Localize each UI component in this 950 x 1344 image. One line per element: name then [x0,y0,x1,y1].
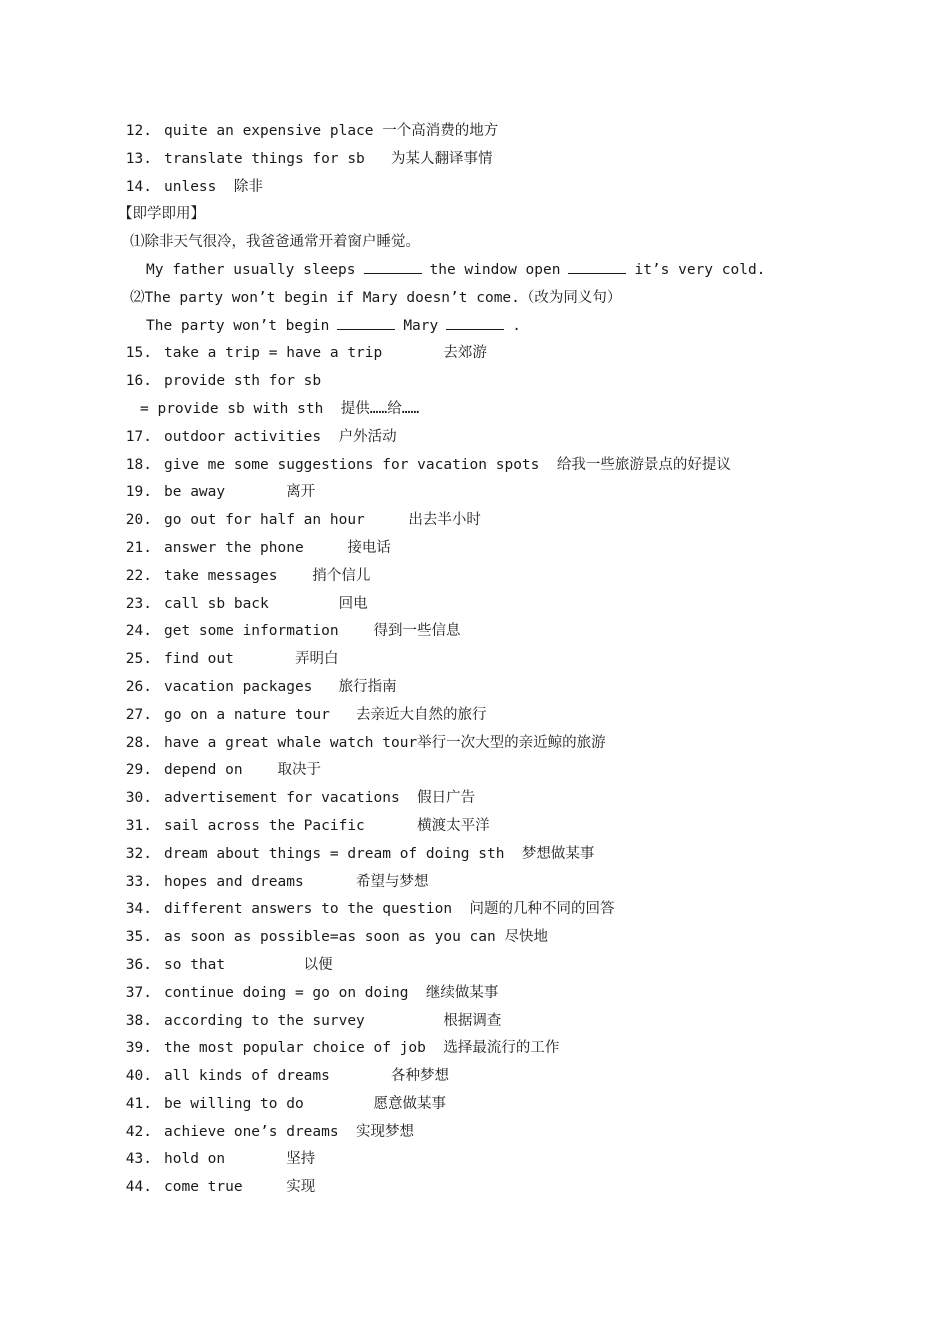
list-item-text: call sb back 回电 [164,595,368,612]
list-item: 13. translate things for sb 为某人翻译事情 [125,150,493,167]
list-item-text: hold on 坚持 [164,1151,316,1168]
list-item-text: the most popular choice of job 选择最流行的工作 [164,1040,560,1057]
exercise-2-sentence: The party won’t begin Mary . [0,313,950,341]
list-item: 22. take messages 捎个信儿 [125,567,371,584]
list-item-text: find out 弄明白 [164,651,339,668]
list-item-text: quite an expensive place 一个高消费的地方 [164,123,499,139]
list-item: 19. be away 离开 [125,484,316,501]
list-item: 39. the most popular choice of job 选择最流行的工作 [125,1040,560,1057]
list-item-text: go out for half an hour 出去半小时 [164,512,481,529]
list-item: 15. take a trip = have a trip 去郊游 [125,345,487,362]
list-item-text: sail across the Pacific 横渡太平洋 [164,817,490,834]
list-item-text: as soon as possible=as soon as you can 尽快地 [164,929,548,946]
list-item: 30. advertisement for vacations 假日广告 [125,790,476,807]
list-item: 44. come true 实现 [125,1179,316,1196]
list-item: 41. be willing to do 愿意做某事 [125,1095,447,1112]
list-item: 24. get some information 得到一些信息 [125,623,461,640]
list-item: 43. hold on 坚持 [125,1151,316,1168]
list-item-text: dream about things = dream of doing sth 梦想做某事 [164,845,595,862]
list-item: 31. sail across the Pacific 横渡太平洋 [125,817,490,834]
list-item-text: so that 以便 [164,956,333,973]
list-item-text: get some information 得到一些信息 [164,623,461,640]
list-item-text: hopes and dreams 希望与梦想 [164,873,429,890]
list-item-text: provide sth for sb [164,373,322,390]
list-item: 16. provide sth for sb [125,373,322,390]
answer-blank[interactable] [364,259,422,274]
list-item: 28. have a great whale watch tour举行一次大型的亲近鲸的旅游 [125,734,606,751]
list-item-text: take a trip = have a trip 去郊游 [164,345,487,362]
exercise-1-prompt: ⑴除非天气很冷，我爸爸通常开着窗户睡觉。 [130,234,420,251]
list-item: 17. outdoor activities 户外活动 [125,428,397,445]
list-item-text: according to the survey 根据调查 [164,1012,502,1029]
list-item-text: achieve one’s dreams 实现梦想 [164,1123,415,1140]
list-item-text: answer the phone 接电话 [164,539,391,556]
list-item-text: be away 离开 [164,484,316,501]
list-item: 33. hopes and dreams 希望与梦想 [125,873,429,890]
answer-blank[interactable] [337,315,395,330]
list-item: 40. all kinds of dreams 各种梦想 [125,1068,449,1085]
list-item: 42. achieve one’s dreams 实现梦想 [125,1123,415,1140]
list-item: 23. call sb back 回电 [125,595,368,612]
list-item: 12. quite an expensive place 一个高消费的地方 [125,123,499,139]
list-item: 36. so that 以便 [125,956,333,973]
section-heading: 【即学即用】 [118,206,205,223]
list-item-text: different answers to the question 问题的几种不同的回答 [164,901,615,918]
list-item: 38. according to the survey 根据调查 [125,1012,502,1029]
list-item: 26. vacation packages 旅行指南 [125,678,397,695]
list-item-text: outdoor activities 户外活动 [164,428,397,445]
list-item: 37. continue doing = go on doing 继续做某事 [125,984,499,1001]
list-item-text: come true 实现 [164,1179,316,1196]
list-item-text: be willing to do 愿意做某事 [164,1095,447,1112]
list-item-text: unless 除非 [164,178,263,195]
list-item-text: translate things for sb 为某人翻译事情 [164,150,493,167]
list-item-continuation: = provide sb with sth 提供……给…… [140,400,420,417]
list-item-text: go on a nature tour 去亲近大自然的旅行 [164,706,487,723]
list-item-text: all kinds of dreams 各种梦想 [164,1068,449,1085]
list-item: 25. find out 弄明白 [125,651,339,668]
list-item-text: advertisement for vacations 假日广告 [164,790,476,807]
answer-blank[interactable] [446,315,504,330]
list-item: 27. go on a nature tour 去亲近大自然的旅行 [125,706,487,723]
list-item-text: take messages 捎个信儿 [164,567,371,584]
list-item: 29. depend on 取决于 [125,762,321,779]
list-item: 34. different answers to the question 问题的几种不同的回答 [125,901,615,918]
exercise-2-prompt: ⑵The party won’t begin if Mary doesn’t come.（改为同义句） [130,289,622,306]
exercise-1-sentence: My father usually sleeps the window open it’s very cold. [0,257,950,285]
answer-blank[interactable] [568,259,626,274]
list-item: 14. unless 除非 [125,178,263,195]
list-item-text: depend on 取决于 [164,762,321,779]
document-page [0,118,950,1202]
list-item: 21. answer the phone 接电话 [125,539,391,556]
list-item-text: vacation packages 旅行指南 [164,678,397,695]
list-item-text: give me some suggestions for vacation spots 给我一些旅游景点的好提议 [164,456,731,473]
list-item-text: have a great whale watch tour举行一次大型的亲近鲸的旅游 [164,734,606,751]
list-item: 32. dream about things = dream of doing sth 梦想做某事 [125,845,595,862]
list-item-text: continue doing = go on doing 继续做某事 [164,984,499,1001]
list-item: 35. as soon as possible=as soon as you can 尽快地 [125,929,548,946]
list-item: 18. give me some suggestions for vacation spots 给我一些旅游景点的好提议 [125,456,731,473]
list-item: 20. go out for half an hour 出去半小时 [125,512,481,529]
